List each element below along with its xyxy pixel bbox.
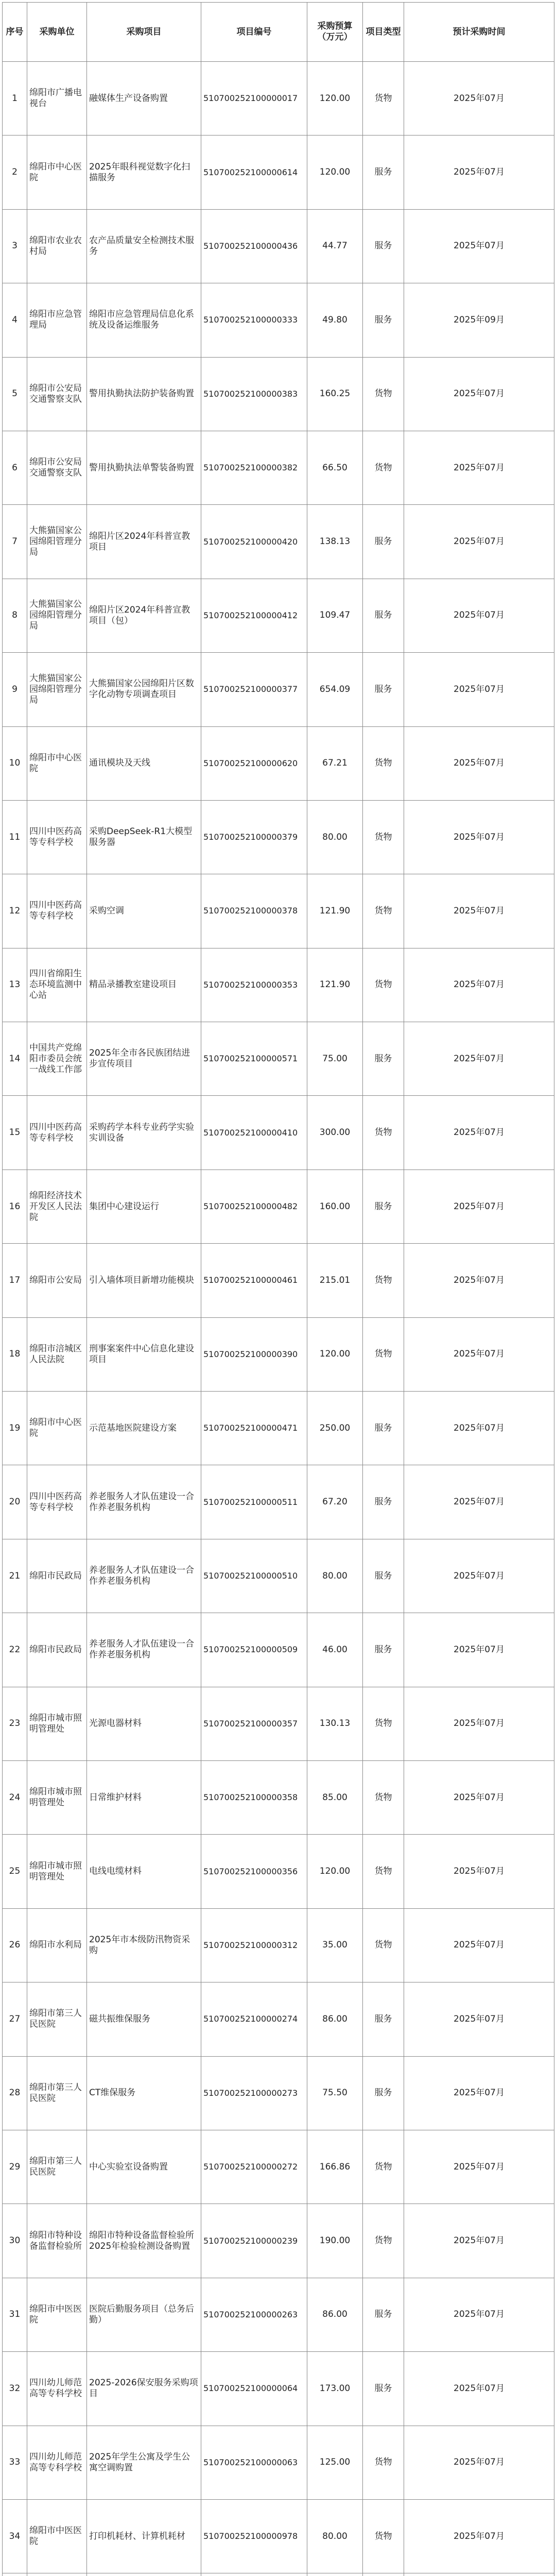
cell-type: 服务 [363, 1613, 404, 1687]
cell-unit: 绵阳市第三人民医院 [27, 2130, 87, 2204]
cell-unit: 大熊猫国家公园绵阳管理分局 [27, 505, 87, 579]
cell-code: 510700252100000620 [201, 726, 307, 800]
cell-type: 货物 [363, 1317, 404, 1391]
table-row [3, 2573, 554, 2576]
cell-amount: 49.80 [307, 283, 363, 357]
cell-unit: 绵阳市第三人民医院 [27, 1982, 87, 2056]
cell-amount: 300.00 [307, 1096, 363, 1170]
cell-amount: 654.09 [307, 653, 363, 726]
cell-time: 2025年07月 [404, 579, 554, 652]
cell-code: 510700252100000353 [201, 948, 307, 1022]
cell-code: 510700252100000436 [201, 209, 307, 283]
cell-time: 2025年07月 [404, 2278, 554, 2351]
cell-type: 货物 [363, 800, 404, 874]
cell-no: 2 [3, 135, 27, 209]
cell-project: 警用执勤执法单警装备购置 [87, 431, 201, 504]
cell-type: 服务 [363, 2352, 404, 2426]
cell-no: 25 [3, 1835, 27, 1908]
cell-time: 2025年09月 [404, 283, 554, 357]
cell-code: 510700252100000273 [201, 2056, 307, 2130]
cell-no: 18 [3, 1317, 27, 1391]
cell-type: 服务 [363, 505, 404, 579]
cell-type: 货物 [363, 1835, 404, 1908]
cell-project: 警用执勤执法防护装备购置 [87, 357, 201, 431]
table-row [3, 2056, 554, 2130]
table-row [3, 1170, 554, 1243]
cell-project: 光源电器材料 [87, 1687, 201, 1760]
cell-no: 3 [3, 209, 27, 283]
cell-unit: 大熊猫国家公园绵阳管理分局 [27, 653, 87, 726]
cell-amount: 46.00 [307, 1613, 363, 1687]
cell-amount: 67.20 [307, 1465, 363, 1539]
cell-no: 14 [3, 1022, 27, 1096]
cell-no: 12 [3, 874, 27, 948]
cell-code: 510700252100000379 [201, 800, 307, 874]
cell-project: 绵阳片区2024年科普宣教项目 [87, 505, 201, 579]
cell-time: 2025年07月 [404, 1539, 554, 1613]
cell-amount [307, 2573, 363, 2576]
table-row [3, 1096, 554, 1170]
cell-unit: 四川幼儿师范高等专科学校 [27, 2426, 87, 2499]
cell-type: 货物 [363, 431, 404, 504]
table-row [3, 1687, 554, 1760]
cell-amount: 85.00 [307, 1760, 363, 1834]
cell-project: 采购空调 [87, 874, 201, 948]
cell-unit: 四川中医药高等专科学校 [27, 800, 87, 874]
cell-unit [27, 2573, 87, 2576]
cell-no: 22 [3, 1613, 27, 1687]
cell-type: 服务 [363, 1465, 404, 1539]
table-row [3, 800, 554, 874]
cell-type: 服务 [363, 1022, 404, 1096]
header-unit: 采购单位 [27, 3, 87, 62]
cell-code: 510700252100000461 [201, 1244, 307, 1317]
cell-time: 2025年07月 [404, 135, 554, 209]
cell-code: 510700252100000510 [201, 1539, 307, 1613]
cell-unit: 绵阳市城市照明管理处 [27, 1835, 87, 1908]
table-row [3, 209, 554, 283]
cell-time: 2025年07月 [404, 2056, 554, 2130]
cell-type: 服务 [363, 1539, 404, 1613]
cell-unit: 中国共产党绵阳市委员会统一战线工作部 [27, 1022, 87, 1096]
cell-code: 510700252100000420 [201, 505, 307, 579]
table-row [3, 283, 554, 357]
cell-time: 2025年07月 [404, 2426, 554, 2499]
cell-no: 29 [3, 2130, 27, 2204]
cell-project: 日常维护材料 [87, 1760, 201, 1834]
cell-code: 510700252100000482 [201, 1170, 307, 1243]
cell-code: 510700252100000377 [201, 653, 307, 726]
table-row [3, 1022, 554, 1096]
table-body [3, 62, 554, 2576]
table-row [3, 948, 554, 1022]
cell-code: 510700252100000263 [201, 2278, 307, 2351]
cell-type: 服务 [363, 579, 404, 652]
cell-time: 2025年07月 [404, 800, 554, 874]
procurement-table [2, 2, 554, 2576]
cell-unit: 绵阳市中心医院 [27, 135, 87, 209]
cell-project: 养老服务人才队伍建设一合作养老服务机构 [87, 1613, 201, 1687]
cell-unit: 大熊猫国家公园绵阳管理分局 [27, 579, 87, 652]
cell-type [363, 2573, 404, 2576]
cell-code: 510700252100000356 [201, 1835, 307, 1908]
cell-amount: 130.13 [307, 1687, 363, 1760]
cell-no: 33 [3, 2426, 27, 2499]
cell-unit: 绵阳市中医医院 [27, 2278, 87, 2351]
table-row [3, 1465, 554, 1539]
cell-code [201, 2573, 307, 2576]
cell-type: 服务 [363, 283, 404, 357]
table-row [3, 1835, 554, 1908]
cell-amount: 138.13 [307, 505, 363, 579]
cell-project: 2025年眼科视觉数字化扫描服务 [87, 135, 201, 209]
cell-amount: 80.00 [307, 800, 363, 874]
cell-time: 2025年07月 [404, 1465, 554, 1539]
cell-amount: 125.00 [307, 2426, 363, 2499]
cell-unit: 绵阳市广播电视台 [27, 62, 87, 135]
cell-time: 2025年07月 [404, 2499, 554, 2573]
cell-time [404, 2573, 554, 2576]
cell-code: 510700252100000390 [201, 1317, 307, 1391]
cell-unit: 绵阳经济技术开发区人民法院 [27, 1170, 87, 1243]
header-code: 项目编号 [201, 3, 307, 62]
cell-no: 17 [3, 1244, 27, 1317]
cell-code: 510700252100000274 [201, 1982, 307, 2056]
cell-unit: 绵阳市公安局 [27, 1244, 87, 1317]
cell-project: 农产品质量安全检测技术服务 [87, 209, 201, 283]
table-row [3, 62, 554, 135]
table-row [3, 874, 554, 948]
cell-project: 绵阳市应急管理局信息化系统及设备运维服务 [87, 283, 201, 357]
cell-amount: 120.00 [307, 1835, 363, 1908]
cell-project: 精品录播教室建设项目 [87, 948, 201, 1022]
cell-code: 510700252100000358 [201, 1760, 307, 1834]
cell-code: 510700252100000509 [201, 1613, 307, 1687]
cell-time: 2025年07月 [404, 2352, 554, 2426]
cell-amount: 120.00 [307, 1317, 363, 1391]
cell-unit: 四川中医药高等专科学校 [27, 1465, 87, 1539]
cell-project: 2025年全市各民族团结进步宣传项目 [87, 1022, 201, 1096]
cell-type: 货物 [363, 1760, 404, 1834]
header-time: 预计采购时间 [404, 3, 554, 62]
cell-type: 货物 [363, 2426, 404, 2499]
cell-unit: 绵阳市特种设备监督检验所 [27, 2204, 87, 2278]
cell-type: 货物 [363, 1244, 404, 1317]
cell-project: 中心实验室设备购置 [87, 2130, 201, 2204]
cell-unit: 绵阳市城市照明管理处 [27, 1687, 87, 1760]
cell-no: 27 [3, 1982, 27, 2056]
cell-project: 养老服务人才队伍建设一合作养老服务机构 [87, 1539, 201, 1613]
cell-time: 2025年07月 [404, 1022, 554, 1096]
cell-no: 24 [3, 1760, 27, 1834]
cell-amount: 120.00 [307, 135, 363, 209]
table-row [3, 1760, 554, 1834]
cell-type: 服务 [363, 1392, 404, 1465]
cell-no: 10 [3, 726, 27, 800]
cell-amount: 160.00 [307, 1170, 363, 1243]
cell-time: 2025年07月 [404, 653, 554, 726]
cell-project: 打印机耗材、计算机耗材 [87, 2499, 201, 2573]
cell-type: 货物 [363, 874, 404, 948]
header-row [3, 3, 554, 62]
cell-time: 2025年07月 [404, 1317, 554, 1391]
cell-project: 2025-2026保安服务采购项目 [87, 2352, 201, 2426]
cell-code: 510700252100000357 [201, 1687, 307, 1760]
cell-no: 4 [3, 283, 27, 357]
cell-code: 510700252100000333 [201, 283, 307, 357]
cell-time: 2025年07月 [404, 1687, 554, 1760]
cell-no: 8 [3, 579, 27, 652]
cell-code: 510700252100000571 [201, 1022, 307, 1096]
cell-no: 7 [3, 505, 27, 579]
cell-project: 采购DeepSeek-R1大模型服务器 [87, 800, 201, 874]
cell-project: 刑事案案件中心信息化建设项目 [87, 1317, 201, 1391]
cell-no: 9 [3, 653, 27, 726]
cell-no: 15 [3, 1096, 27, 1170]
cell-amount: 66.50 [307, 431, 363, 504]
cell-project: 磁共振维保服务 [87, 1982, 201, 2056]
cell-code: 510700252100000471 [201, 1392, 307, 1465]
cell-time: 2025年07月 [404, 2204, 554, 2278]
cell-code: 510700252100000614 [201, 135, 307, 209]
cell-project: 电线电缆材料 [87, 1835, 201, 1908]
table-row [3, 357, 554, 431]
table-row [3, 579, 554, 652]
table-row [3, 431, 554, 504]
cell-unit: 绵阳市应急管理局 [27, 283, 87, 357]
cell-unit: 四川中医药高等专科学校 [27, 1096, 87, 1170]
header-no: 序号 [3, 3, 27, 62]
cell-unit: 四川中医药高等专科学校 [27, 874, 87, 948]
cell-unit: 四川省绵阳生态环境监测中心站 [27, 948, 87, 1022]
cell-amount: 160.25 [307, 357, 363, 431]
cell-project: 绵阳市特种设备监督检验所2025年检验检测设备购置 [87, 2204, 201, 2278]
cell-project: 融媒体生产设备购置 [87, 62, 201, 135]
table-row [3, 2352, 554, 2426]
cell-code: 510700252100000412 [201, 579, 307, 652]
cell-amount: 190.00 [307, 2204, 363, 2278]
cell-amount: 109.47 [307, 579, 363, 652]
table-row [3, 1317, 554, 1391]
cell-time: 2025年07月 [404, 505, 554, 579]
cell-code: 510700252100000511 [201, 1465, 307, 1539]
cell-no: 26 [3, 1908, 27, 1982]
cell-time: 2025年07月 [404, 431, 554, 504]
cell-amount: 80.00 [307, 1539, 363, 1613]
cell-time: 2025年07月 [404, 62, 554, 135]
cell-project: 采购药学本科专业药学实验实训设备 [87, 1096, 201, 1170]
cell-unit: 绵阳市民政局 [27, 1539, 87, 1613]
cell-time: 2025年07月 [404, 1170, 554, 1243]
cell-no: 23 [3, 1687, 27, 1760]
cell-unit: 绵阳市中心医院 [27, 1392, 87, 1465]
cell-no: 21 [3, 1539, 27, 1613]
cell-no: 6 [3, 431, 27, 504]
cell-amount: 35.00 [307, 1908, 363, 1982]
cell-amount: 121.90 [307, 948, 363, 1022]
cell-code: 510700252100000239 [201, 2204, 307, 2278]
cell-no: 5 [3, 357, 27, 431]
cell-unit: 绵阳市中心医院 [27, 726, 87, 800]
cell-no: 32 [3, 2352, 27, 2426]
table-row [3, 1908, 554, 1982]
cell-unit: 绵阳市公安局交通警察支队 [27, 431, 87, 504]
cell-unit: 四川幼儿师范高等专科学校 [27, 2352, 87, 2426]
table-row [3, 2426, 554, 2499]
cell-code: 510700252100000064 [201, 2352, 307, 2426]
cell-project: 2025年市本级防汛物资采购 [87, 1908, 201, 1982]
cell-no: 16 [3, 1170, 27, 1243]
cell-code: 510700252100000017 [201, 62, 307, 135]
table-row [3, 2130, 554, 2204]
cell-amount: 67.21 [307, 726, 363, 800]
cell-type: 货物 [363, 2130, 404, 2204]
cell-time: 2025年07月 [404, 1908, 554, 1982]
cell-type: 服务 [363, 135, 404, 209]
cell-amount: 86.00 [307, 1982, 363, 2056]
cell-type: 服务 [363, 2278, 404, 2351]
table-row [3, 653, 554, 726]
cell-code: 510700252100000410 [201, 1096, 307, 1170]
cell-time: 2025年07月 [404, 357, 554, 431]
cell-project [87, 2573, 201, 2576]
cell-project: 绵阳片区2024年科普宣教项目（包） [87, 579, 201, 652]
cell-type: 货物 [363, 2499, 404, 2573]
cell-no: 13 [3, 948, 27, 1022]
cell-time: 2025年07月 [404, 2130, 554, 2204]
table-row [3, 2278, 554, 2351]
cell-no: 28 [3, 2056, 27, 2130]
table-row [3, 1982, 554, 2056]
cell-no: 20 [3, 1465, 27, 1539]
cell-no [3, 2573, 27, 2576]
cell-type: 货物 [363, 1096, 404, 1170]
table-row [3, 1392, 554, 1465]
cell-project: 医院后勤服务项目（总务后勤） [87, 2278, 201, 2351]
cell-time: 2025年07月 [404, 1613, 554, 1687]
cell-amount: 173.00 [307, 2352, 363, 2426]
cell-time: 2025年07月 [404, 1244, 554, 1317]
cell-code: 510700252100000978 [201, 2499, 307, 2573]
cell-no: 1 [3, 62, 27, 135]
cell-type: 服务 [363, 653, 404, 726]
cell-time: 2025年07月 [404, 948, 554, 1022]
cell-project: 引入墙体项目新增功能模块 [87, 1244, 201, 1317]
cell-type: 服务 [363, 209, 404, 283]
header-amount: 采购预算（万元） [307, 3, 363, 62]
table-row [3, 1539, 554, 1613]
cell-code: 510700252100000272 [201, 2130, 307, 2204]
cell-unit: 绵阳市城市照明管理处 [27, 1760, 87, 1834]
cell-no: 11 [3, 800, 27, 874]
cell-time: 2025年07月 [404, 1096, 554, 1170]
cell-time: 2025年07月 [404, 1392, 554, 1465]
cell-project: 大熊猫国家公园绵阳片区数字化动物专项调查项目 [87, 653, 201, 726]
cell-code: 510700252100000063 [201, 2426, 307, 2499]
cell-project: 2025年学生公寓及学生公寓空调购置 [87, 2426, 201, 2499]
cell-code: 510700252100000383 [201, 357, 307, 431]
cell-code: 510700252100000378 [201, 874, 307, 948]
cell-time: 2025年07月 [404, 874, 554, 948]
cell-unit: 绵阳市民政局 [27, 1613, 87, 1687]
cell-type: 货物 [363, 357, 404, 431]
cell-amount: 75.00 [307, 1022, 363, 1096]
cell-unit: 绵阳市第三人民医院 [27, 2056, 87, 2130]
cell-amount: 86.00 [307, 2278, 363, 2351]
cell-type: 货物 [363, 62, 404, 135]
cell-no: 34 [3, 2499, 27, 2573]
cell-type: 货物 [363, 2204, 404, 2278]
cell-amount: 166.86 [307, 2130, 363, 2204]
cell-amount: 80.00 [307, 2499, 363, 2573]
procurement-sheet [2, 2, 554, 2576]
cell-amount: 215.01 [307, 1244, 363, 1317]
cell-amount: 250.00 [307, 1392, 363, 1465]
table-row [3, 1613, 554, 1687]
table-row [3, 1244, 554, 1317]
cell-unit: 绵阳市公安局交通警察支队 [27, 357, 87, 431]
cell-project: 集团中心建设运行 [87, 1170, 201, 1243]
cell-unit: 绵阳市涪城区人民法院 [27, 1317, 87, 1391]
cell-amount: 75.50 [307, 2056, 363, 2130]
cell-time: 2025年07月 [404, 1835, 554, 1908]
table-row [3, 2204, 554, 2278]
cell-time: 2025年07月 [404, 726, 554, 800]
cell-time: 2025年07月 [404, 209, 554, 283]
cell-unit: 绵阳市农业农村局 [27, 209, 87, 283]
cell-project: CT维保服务 [87, 2056, 201, 2130]
cell-project: 通讯模块及天线 [87, 726, 201, 800]
cell-time: 2025年07月 [404, 1760, 554, 1834]
cell-project: 养老服务人才队伍建设一合作养老服务机构 [87, 1465, 201, 1539]
cell-type: 服务 [363, 1982, 404, 2056]
cell-code: 510700252100000312 [201, 1908, 307, 1982]
table-row [3, 726, 554, 800]
cell-amount: 120.00 [307, 62, 363, 135]
cell-no: 30 [3, 2204, 27, 2278]
cell-unit: 绵阳市水利局 [27, 1908, 87, 1982]
cell-type: 货物 [363, 726, 404, 800]
header-project: 采购项目 [87, 3, 201, 62]
cell-type: 服务 [363, 2056, 404, 2130]
cell-unit: 绵阳市中医医院 [27, 2499, 87, 2573]
cell-type: 货物 [363, 1687, 404, 1760]
cell-time: 2025年07月 [404, 1982, 554, 2056]
table-row [3, 505, 554, 579]
cell-no: 31 [3, 2278, 27, 2351]
cell-amount: 44.77 [307, 209, 363, 283]
header-type: 项目类型 [363, 3, 404, 62]
table-row [3, 135, 554, 209]
cell-type: 货物 [363, 1908, 404, 1982]
cell-code: 510700252100000382 [201, 431, 307, 504]
cell-type: 服务 [363, 1170, 404, 1243]
table-row [3, 2499, 554, 2573]
cell-project: 示范基地医院建设方案 [87, 1392, 201, 1465]
cell-no: 19 [3, 1392, 27, 1465]
cell-amount: 121.90 [307, 874, 363, 948]
cell-type: 货物 [363, 948, 404, 1022]
